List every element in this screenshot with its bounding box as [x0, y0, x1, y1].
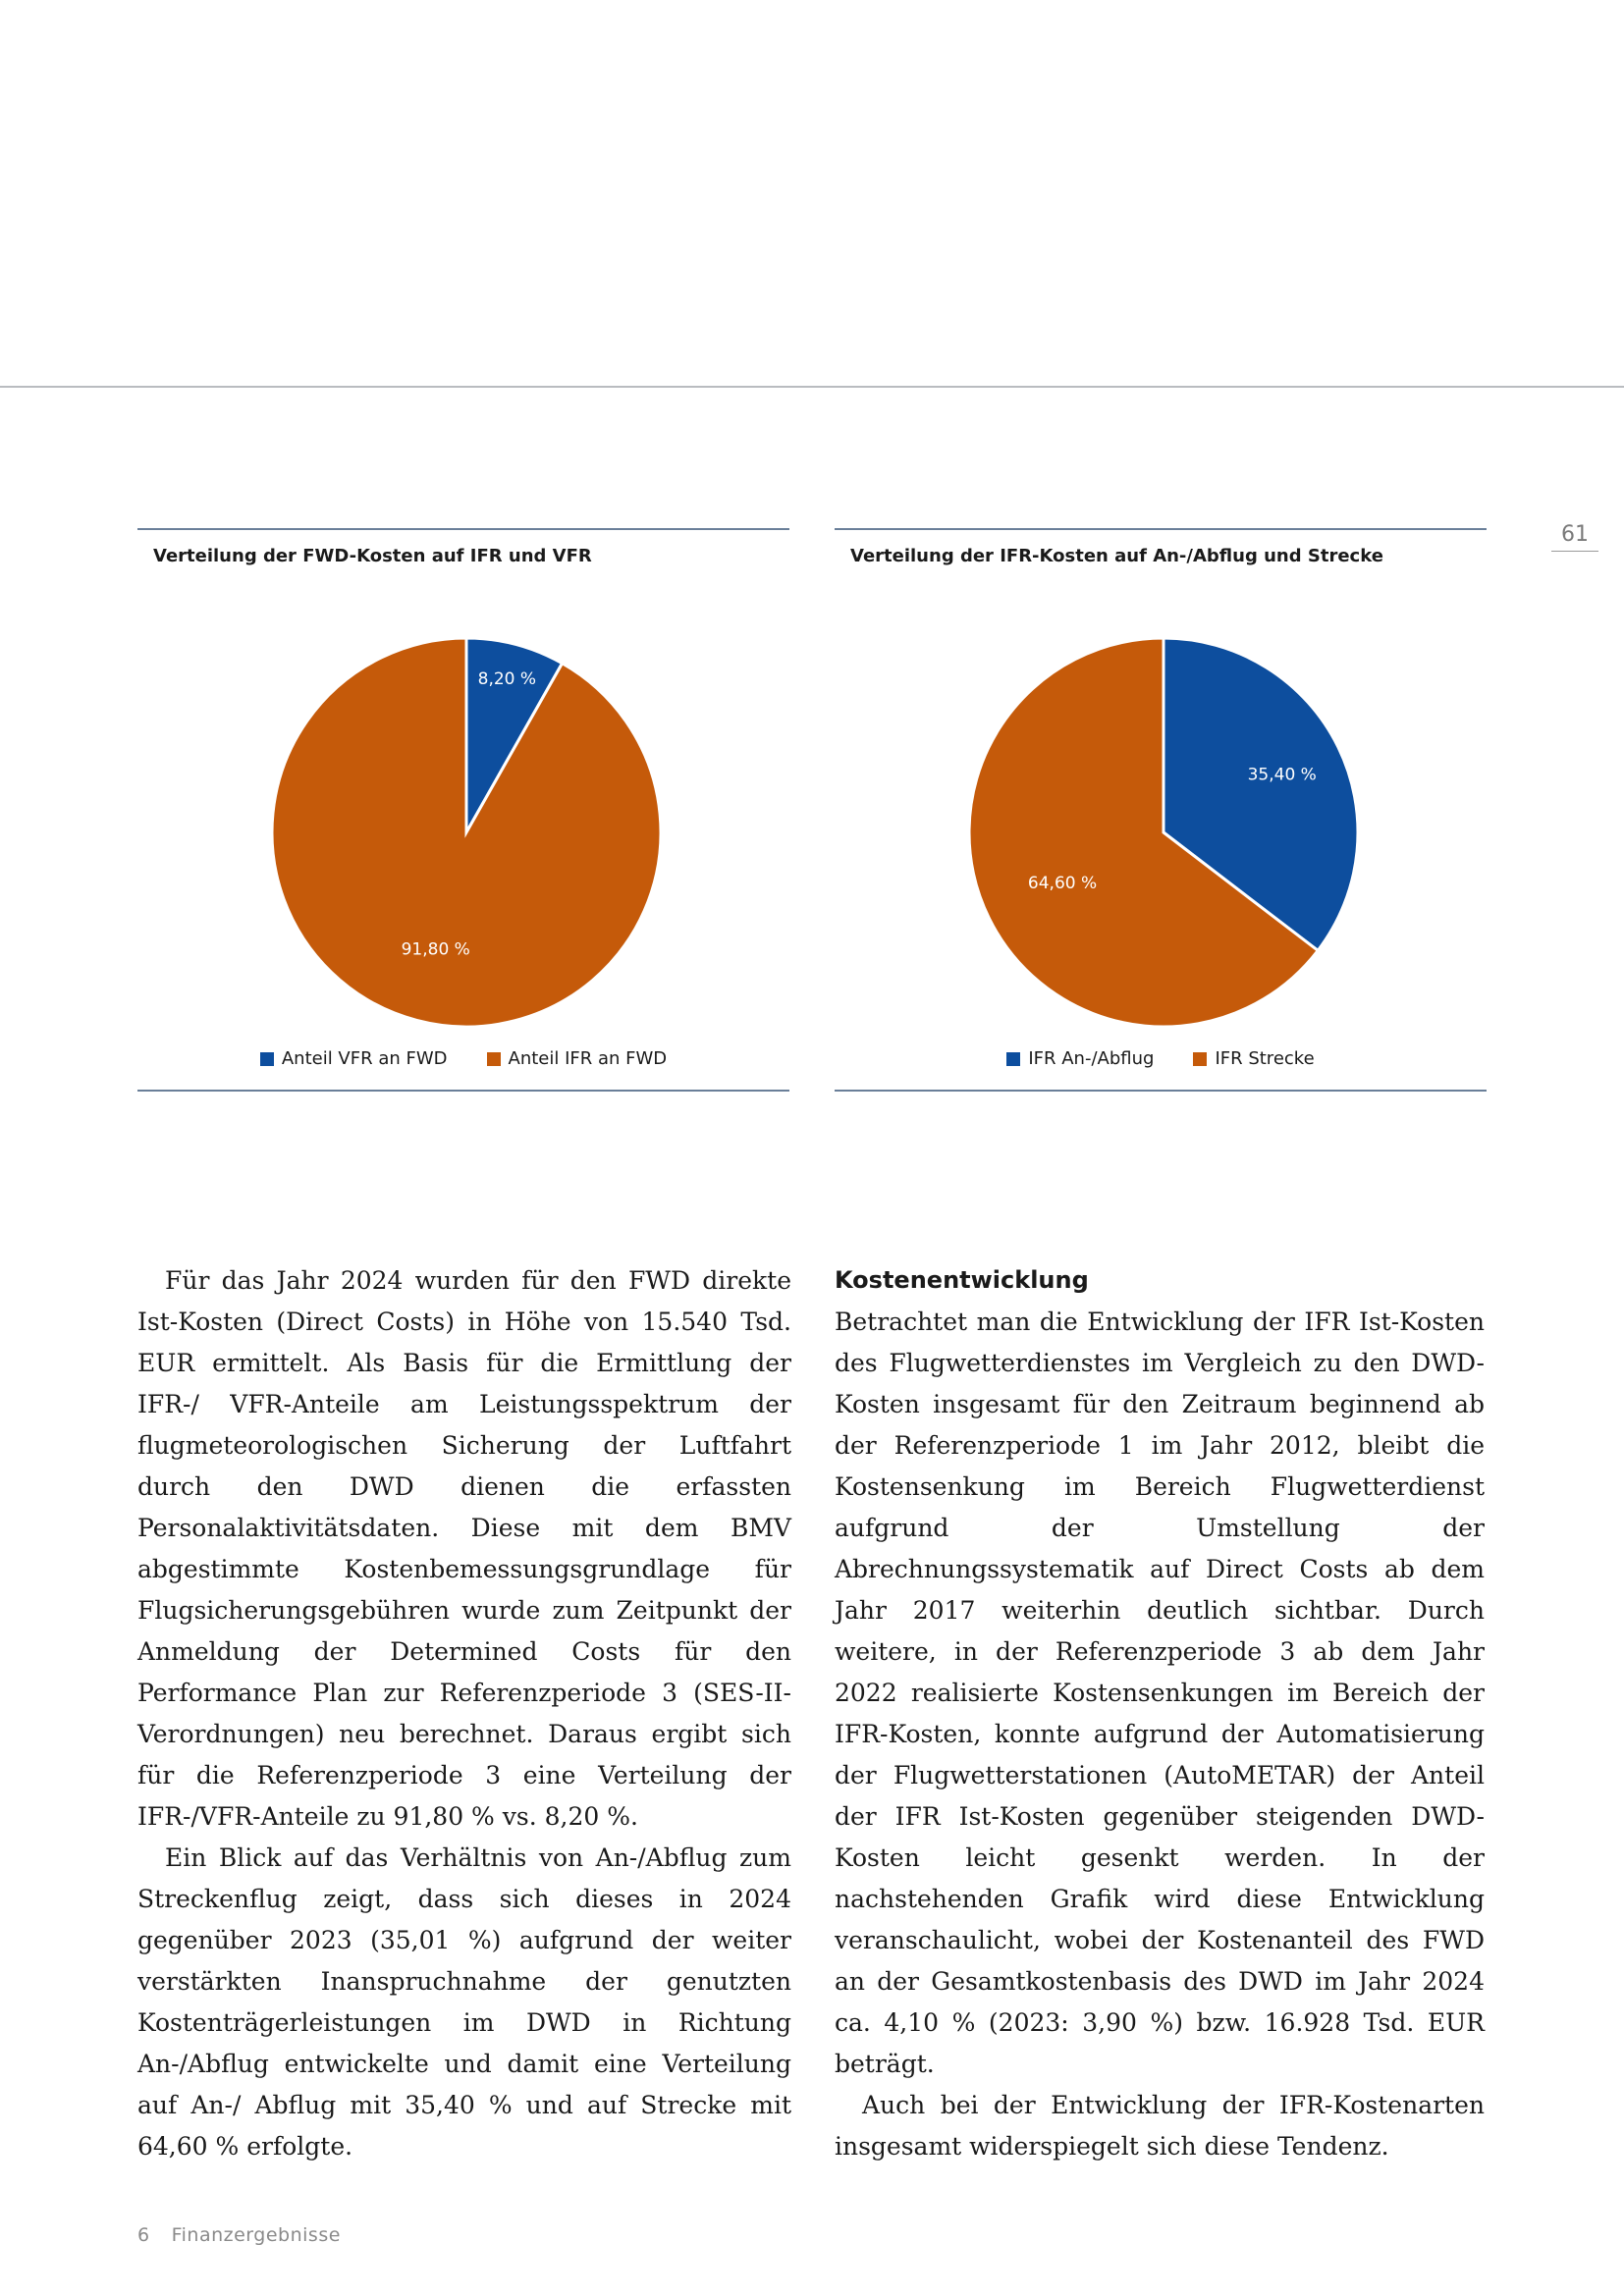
legend-item-anabflug [1006, 1048, 1154, 1069]
chart-fwd-ifr-vfr [137, 528, 789, 1092]
pie-slice-label: 91,80 % [401, 939, 470, 960]
body-column-left [137, 1260, 791, 2167]
chart-title: Verteilung der IFR-Kosten auf An-/Abflug und Strecke [850, 546, 1383, 566]
chart-title: Verteilung der FWD-Kosten auf IFR und VFR [153, 546, 592, 566]
legend-swatch-orange [487, 1052, 501, 1066]
legend-label: IFR Strecke [1215, 1048, 1315, 1069]
body-column-right [835, 1260, 1485, 2167]
pie-slice-label: 35,40 % [1247, 765, 1317, 785]
pie-slice-2 [272, 638, 661, 1027]
page-number: 61 [1551, 522, 1598, 552]
legend-label: Anteil VFR an FWD [281, 1048, 448, 1069]
legend-label: Anteil IFR an FWD [508, 1048, 668, 1069]
pie-chart-fwd [137, 569, 789, 1060]
chart-legend [137, 1048, 789, 1069]
pie-slice-label: 64,60 % [1027, 873, 1098, 893]
top-divider [0, 386, 1624, 388]
paragraph: Für das Jahr 2024 wurden für den FWD direkte Ist-Kosten (Direct Costs) in Höhe von 15.540 Tsd. EUR ermittelt. Als Basis für die Ermittlung der IFR-/ VFR-Anteile am Leistungsspektrum der flugmeteorologischen Sicherung der Luftfahrt durch den DWD dienen die erfassten Personalaktivitätsdaten. Diese mit dem BMV abgestimmte Kostenbemessungsgrundlage für Flugsicherungsgebühren wurde zum Zeitpunkt der Anmeldung der Determined Costs für den Performance Plan zur Referenzperiode 3 (SES-II-Verordnungen) neu berechnet. Daraus ergibt sich für die Referenzperiode 3 eine Verteilung der IFR-/VFR-Anteile zu 91,80 % vs. 8,20 %. [137, 1266, 791, 1831]
legend-swatch-blue [260, 1052, 274, 1066]
legend-item-ifr [487, 1048, 668, 1069]
legend-item-vfr [260, 1048, 448, 1069]
chart-legend [835, 1048, 1487, 1069]
chart-ifr-anabflug-strecke [835, 528, 1487, 1092]
paragraph: Ein Blick auf das Verhältnis von An-/Abflug zum Streckenflug zeigt, dass sich dieses in 2024 gegenüber 2023 (35,01 %) aufgrund der weiter verstärkten Inanspruchnahme der genutzten Kostenträgerleistungen im DWD in Richtung An-/Abflug entwickelte und damit eine Verteilung auf An-/ Abflug mit 35,40 % und auf Strecke mit 64,60 % erfolgte. [137, 1843, 791, 2161]
legend-item-strecke [1193, 1048, 1314, 1069]
paragraph: Betrachtet man die Entwicklung der IFR Ist-Kosten des Flugwetterdienstes im Vergleich zu den DWD-Kosten insgesamt für den Zeitraum beginnend ab der Referenzperiode 1 im Jahr 2012, bleibt die Kostensenkung im Bereich Flugwetterdienst aufgrund der Umstellung der Abrechnungssystematik auf Direct Costs ab dem Jahr 2017 weiterhin deutlich sichtbar. Durch weitere, in der Referenzperiode 3 ab dem Jahr 2022 realisierte Kostensenkungen im Bereich der IFR-Kosten, konnte aufgrund der Automatisierung der Flugwetterstationen (AutoMETAR) der Anteil der IFR Ist-Kosten gegenüber steigenden DWD-Kosten leicht gesenkt werden. In der nachstehenden Grafik wird diese Entwicklung veranschaulicht, wobei der Kostenanteil des FWD an der Gesamtkostenbasis des DWD im Jahr 2024 ca. 4,10 % (2023: 3,90 %) bzw. 16.928 Tsd. EUR beträgt. [835, 1308, 1485, 2078]
legend-label: IFR An-/Abflug [1028, 1048, 1155, 1069]
legend-swatch-blue [1006, 1052, 1020, 1066]
paragraph: Auch bei der Entwicklung der IFR-Kostenarten insgesamt widerspiegelt sich diese Tendenz. [835, 2091, 1485, 2161]
section-heading: Kostenentwicklung [835, 1266, 1089, 1294]
pie-slice-label: 8,20 % [477, 668, 537, 689]
legend-swatch-orange [1193, 1052, 1207, 1066]
footer-chapter-number: 6 [137, 2224, 150, 2246]
page-footer [137, 2224, 341, 2246]
pie-chart-ifr [835, 569, 1487, 1060]
footer-chapter-title: Finanzergebnisse [171, 2224, 341, 2246]
